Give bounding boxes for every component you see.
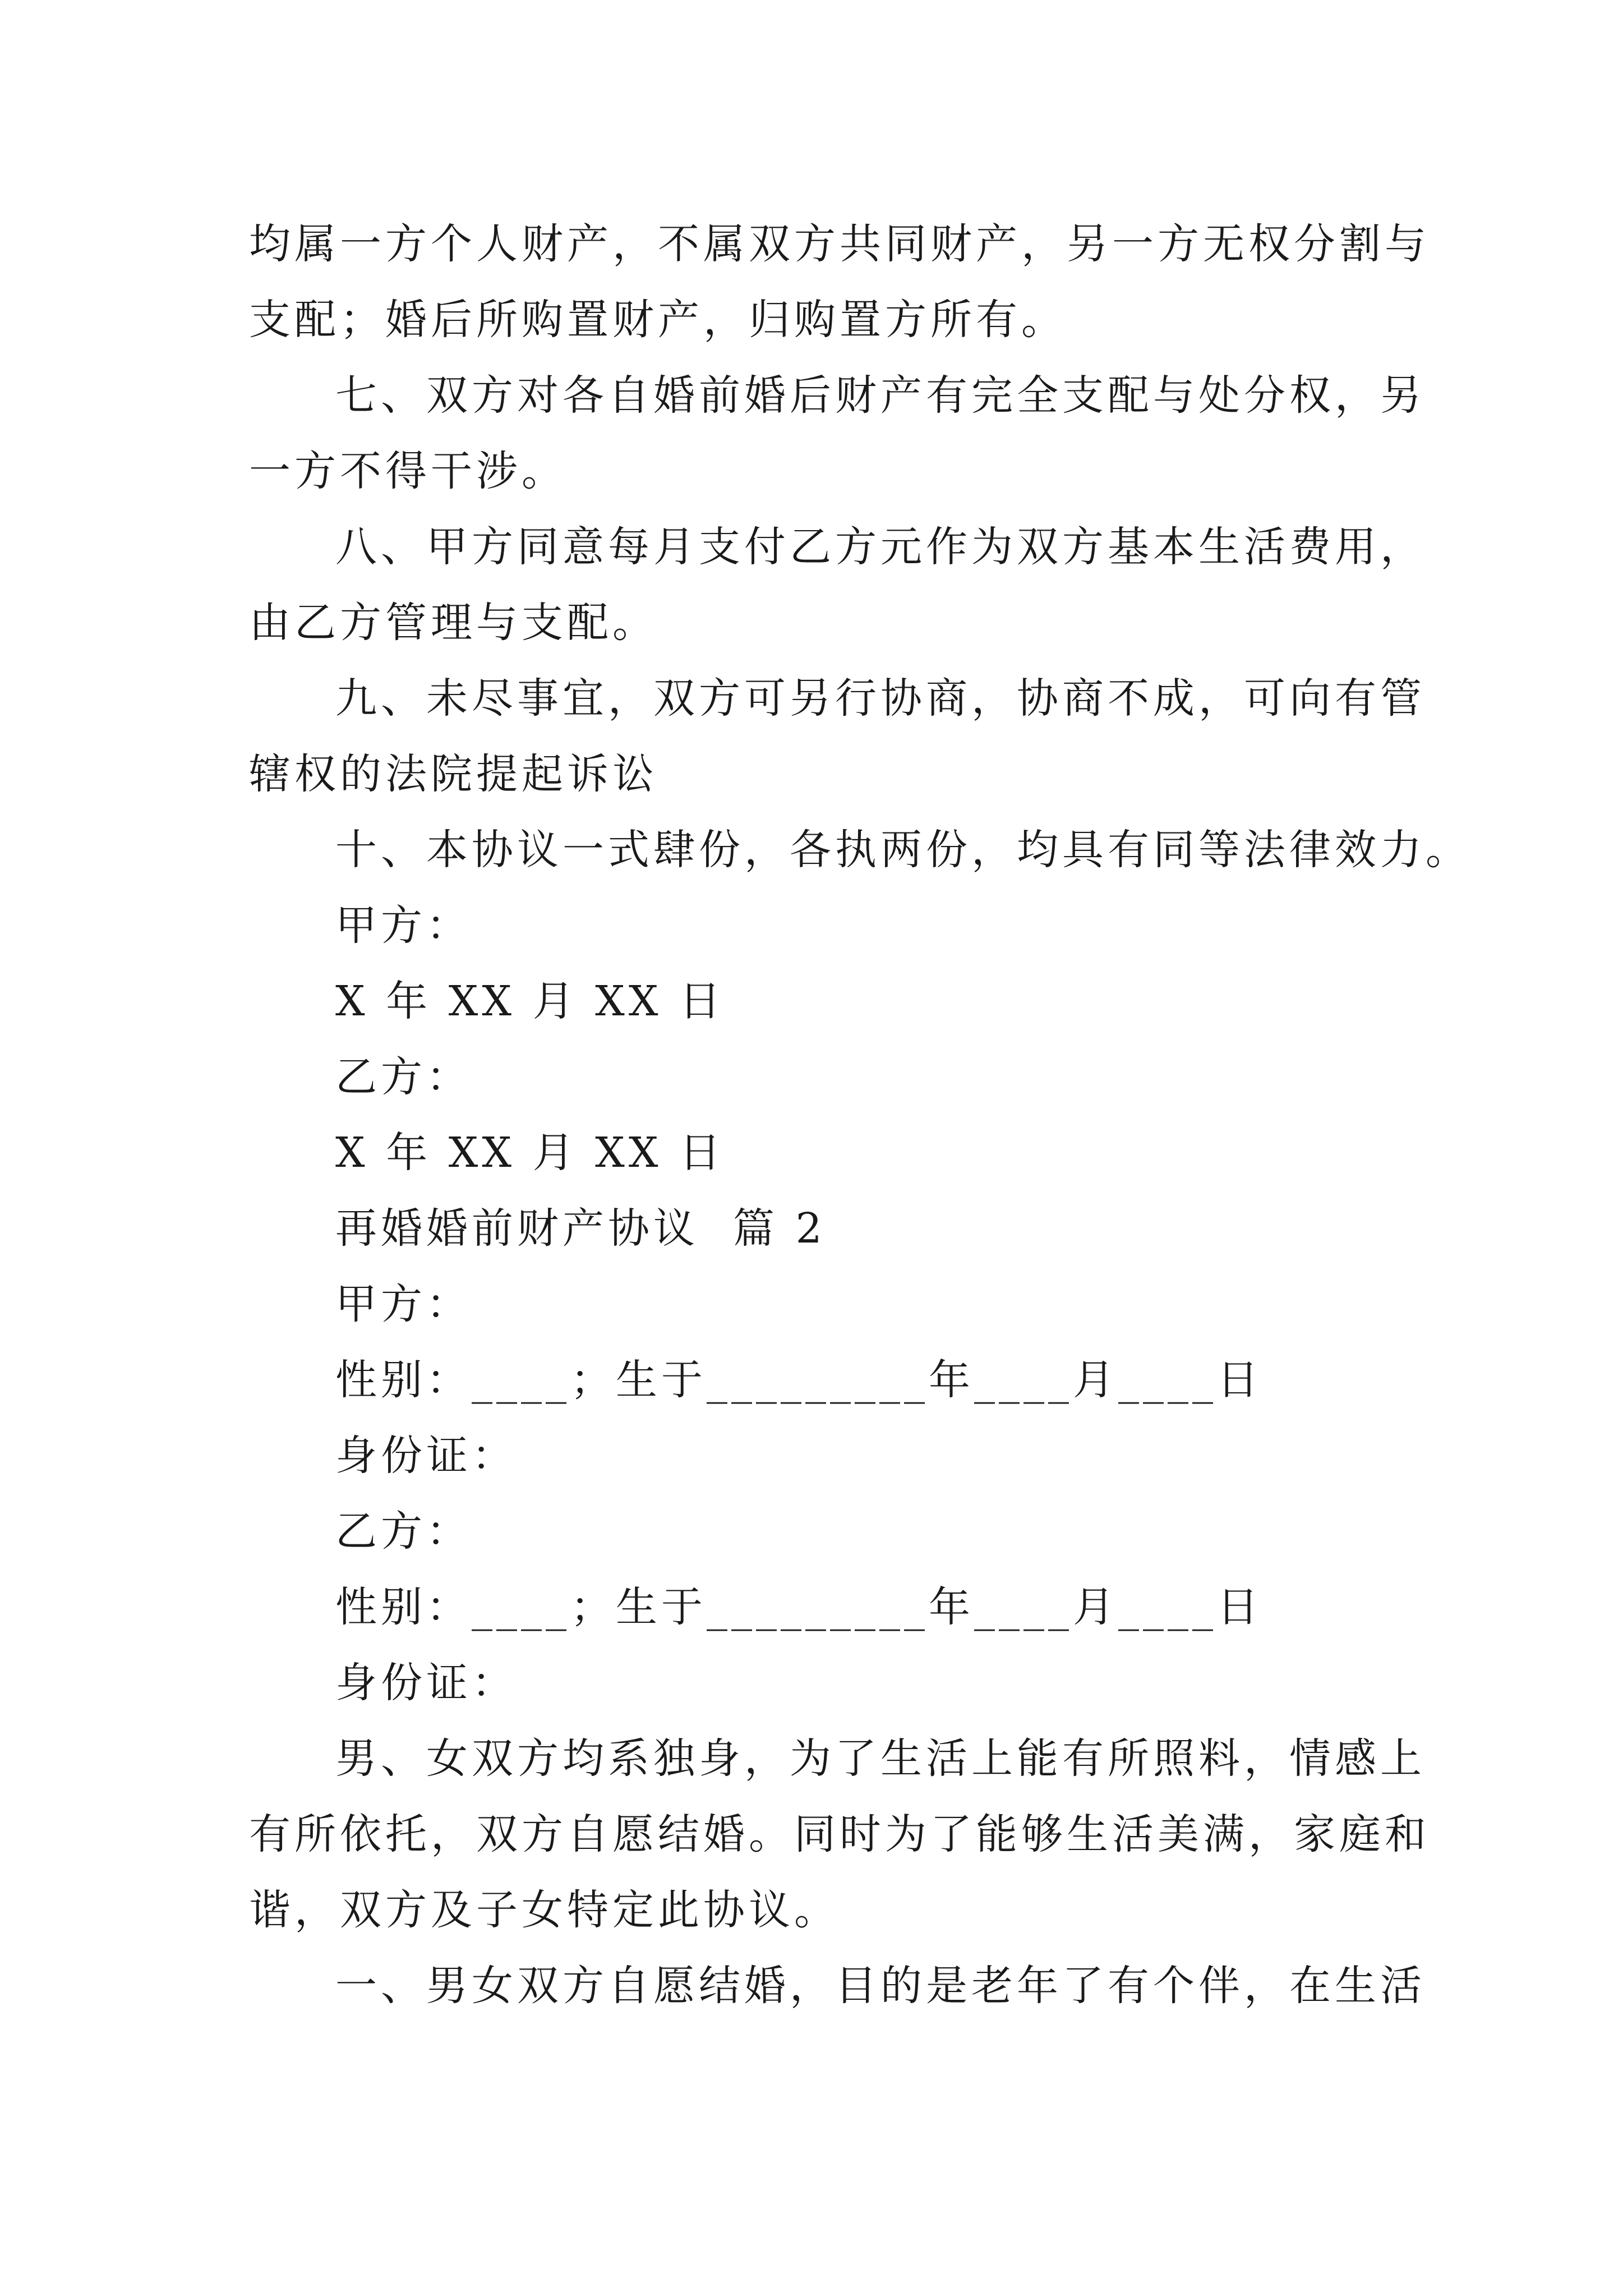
text-line: 一、男女双方自愿结婚，目的是老年了有个伴，在生活 xyxy=(335,1962,1426,2010)
section-heading: 再婚婚前财产协议 篇 2 xyxy=(335,1204,826,1253)
date-line: X 年 XX 月 XX 日 xyxy=(335,1129,725,1177)
text-line: 八、甲方同意每月支付乙方元作为双方基本生活费用， xyxy=(335,523,1426,571)
gender-birth-line: 性别：____；生于_________年____月____日 xyxy=(335,1356,1262,1404)
text-line: 辖权的法院提起诉讼 xyxy=(249,750,658,798)
gender-birth-line: 性别：____；生于_________年____月____日 xyxy=(335,1583,1262,1631)
text-line: 一方不得干涉。 xyxy=(249,447,567,495)
signature-party-a-label: 甲方： xyxy=(335,901,472,950)
id-card-line: 身份证： xyxy=(335,1659,517,1707)
text-line: 谐，双方及子女特定此协议。 xyxy=(249,1886,840,1934)
text-line: 十、本协议一式肆份，各执两份，均具有同等法律效力。 xyxy=(335,826,1471,874)
text-line: 有所依托，双方自愿结婚。同时为了能够生活美满，家庭和 xyxy=(249,1810,1430,1858)
text-line: 均属一方个人财产，不属双方共同财产，另一方无权分割与 xyxy=(249,220,1430,268)
signature-party-b-label: 乙方： xyxy=(335,1053,472,1101)
text-line: 七、双方对各自婚前婚后财产有完全支配与处分权，另 xyxy=(335,371,1426,420)
party-a-label: 甲方： xyxy=(335,1280,472,1328)
text-line: 支配；婚后所购置财产，归购置方所有。 xyxy=(249,296,1067,344)
text-line: 由乙方管理与支配。 xyxy=(249,599,658,647)
text-line: 九、未尽事宜，双方可另行协商，协商不成，可向有管 xyxy=(335,674,1426,723)
id-card-line: 身份证： xyxy=(335,1432,517,1480)
party-b-label: 乙方： xyxy=(335,1507,472,1556)
date-line: X 年 XX 月 XX 日 xyxy=(335,977,725,1025)
text-line: 男、女双方均系独身，为了生活上能有所照料，情感上 xyxy=(335,1734,1426,1783)
